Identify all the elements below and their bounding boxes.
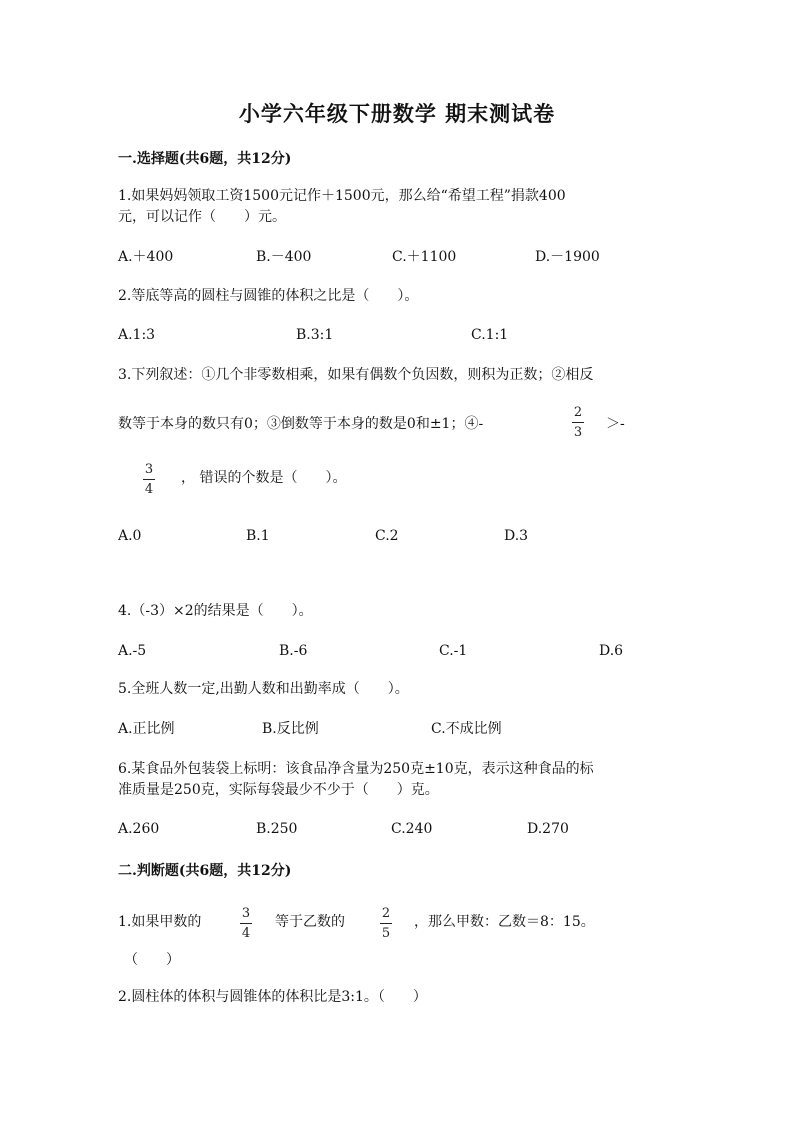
q1-option-b: B.－400 <box>256 249 312 265</box>
fraction-denominator: 3 <box>573 425 583 440</box>
q1-option-c: C.＋1100 <box>392 249 457 265</box>
fraction-denominator: 4 <box>241 926 251 941</box>
q3-option-d: D.3 <box>504 528 529 544</box>
q6-option-a: A.260 <box>118 821 160 837</box>
q4-option-a: A.-5 <box>118 643 147 659</box>
q2-option-c: C.1:1 <box>471 327 509 343</box>
fraction-denominator: 5 <box>381 926 391 941</box>
q1-option-d: D.－1900 <box>535 249 600 265</box>
q4-option-c: C.-1 <box>439 643 468 659</box>
fraction-three-quarters <box>143 462 155 497</box>
q2-option-b: B.3:1 <box>296 327 334 343</box>
q2-option-a: A.1:3 <box>118 327 156 343</box>
q5-option-b: B.反比例 <box>262 721 319 737</box>
q3-option-c: C.2 <box>375 528 399 544</box>
q4-option-b: B.-6 <box>279 643 308 659</box>
section-heading-choice: 一.选择题(共6题，共12分) <box>118 151 292 167</box>
question-6-text-cont: 准质量是250克，实际每袋最少不少于（ ）克。 <box>118 782 439 798</box>
question-5-text: 5.全班人数一定,出勤人数和出勤率成（ ）。 <box>118 681 409 697</box>
question-3-text: 3.下列叙述：①几个非零数相乘，如果有偶数个负因数，则积为正数；②相反 <box>118 367 594 383</box>
fraction-numerator: 3 <box>241 906 251 921</box>
question-1-text: 1.如果妈妈领取工资1500元记作＋1500元，那么给“希望工程”捐款400 <box>118 188 566 204</box>
page-title: 小学六年级下册数学 期末测试卷 <box>238 101 556 126</box>
fraction-denominator: 4 <box>144 482 154 497</box>
q6-option-c: C.240 <box>391 821 433 837</box>
section-heading-judgment: 二.判断题(共6题，共12分) <box>118 863 292 879</box>
q6-option-d: D.270 <box>527 821 569 837</box>
fraction-two-thirds <box>572 405 584 440</box>
q5-option-a: A.正比例 <box>118 721 175 737</box>
q1-option-a: A.＋400 <box>118 249 174 265</box>
fraction-bar <box>143 479 155 480</box>
question-3-text-end: ， 错误的个数是（ ）。 <box>181 470 347 486</box>
judgment-1-answer-blank: （ ） <box>124 952 180 968</box>
question-1-text-cont: 元，可以记作（ ）元。 <box>118 209 286 225</box>
q3-option-a: A.0 <box>118 528 142 544</box>
fraction-numerator: 2 <box>573 405 583 420</box>
fraction-numerator: 3 <box>144 462 154 477</box>
fraction-numerator: 2 <box>381 906 391 921</box>
fraction-bar <box>240 923 252 924</box>
judgment-1-text-part2: 等于乙数的 <box>275 914 345 930</box>
judgment-1-text-part1: 1.如果甲数的 <box>118 914 202 930</box>
fraction-two-fifths <box>380 906 392 941</box>
q4-option-d: D.6 <box>599 643 624 659</box>
judgment-2-text: 2.圆柱体的体积与圆锥体的体积比是3:1。（ ） <box>118 989 427 1005</box>
q3-option-b: B.1 <box>246 528 270 544</box>
q5-option-c: C.不成比例 <box>431 721 502 737</box>
fraction-bar <box>380 923 392 924</box>
greater-than-sign: ＞- <box>606 416 625 432</box>
fraction-three-quarters <box>240 906 252 941</box>
question-6-text: 6.某食品外包装袋上标明：该食品净含量为250克±10克，表示这种食品的标 <box>118 761 594 777</box>
fraction-bar <box>572 422 584 423</box>
question-2-text: 2.等底等高的圆柱与圆锥的体积之比是（ ）。 <box>118 288 419 304</box>
judgment-1-text-part3: ，那么甲数：乙数＝8：15。 <box>414 914 595 930</box>
q6-option-b: B.250 <box>256 821 298 837</box>
question-3-text-cont: 数等于本身的数只有0；③倒数等于本身的数是0和±1；④- <box>118 416 484 432</box>
question-4-text: 4.（-3）×2的结果是（ ）。 <box>118 603 313 619</box>
